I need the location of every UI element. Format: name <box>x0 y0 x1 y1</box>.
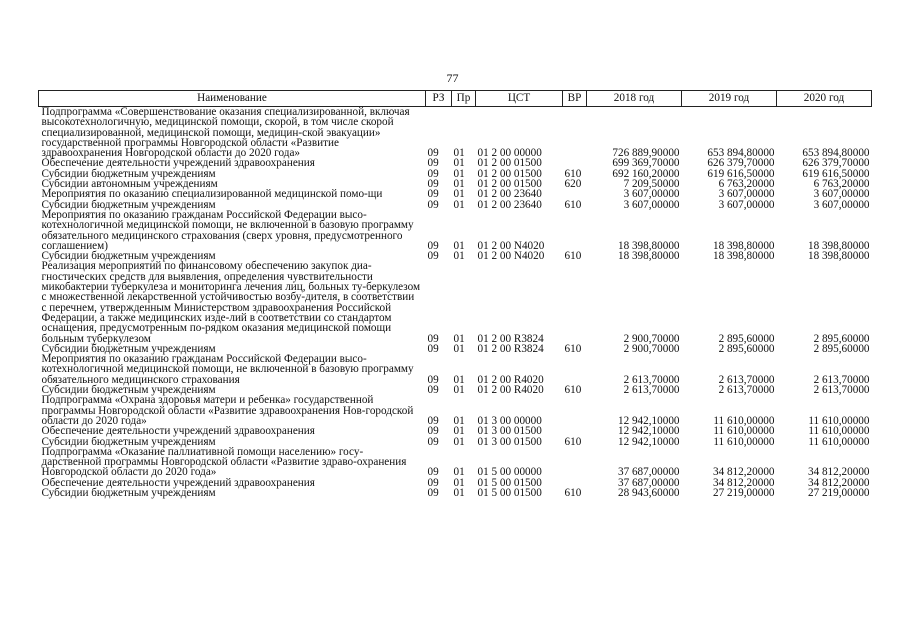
cell-vr <box>563 261 587 343</box>
cell-2019: 11 610,00000 <box>713 414 775 427</box>
header-pr: Пр <box>452 91 476 107</box>
cell-cst: 01 3 00 01500 <box>477 425 542 438</box>
cell-2018: 12 942,10000 <box>617 414 680 427</box>
table-row <box>39 488 872 498</box>
cell-2020: 619 616,50000 <box>802 167 870 180</box>
cell-rz: 09 <box>427 435 439 448</box>
cell-cst: 01 5 00 01500 <box>477 486 542 499</box>
cell-rz: 09 <box>427 147 439 160</box>
cell-cst: 01 2 00 01500 <box>477 167 542 180</box>
header-2020: 2020 год <box>777 91 872 107</box>
table-row <box>39 354 872 385</box>
cell-2020: 34 812,20000 <box>807 466 870 479</box>
cell-cst: 01 2 00 01500 <box>477 157 542 170</box>
cell-cst: 01 2 00 23640 <box>477 188 542 201</box>
cell-cst: 01 2 00 01500 <box>477 178 542 191</box>
cell-name: Субсидии бюджетным учреждениям <box>41 250 216 263</box>
cell-2018: 2 613,70000 <box>623 373 680 386</box>
cell-rz: 09 <box>427 466 439 479</box>
cell-vr: 610 <box>564 250 582 263</box>
header-2019: 2019 год <box>682 91 777 107</box>
budget-table <box>38 90 872 498</box>
cell-cst: 01 3 00 00000 <box>477 414 542 427</box>
cell-name: Субсидии бюджетным учреждениям <box>41 342 216 355</box>
cell-pr: 01 <box>453 384 465 397</box>
cell-2018: 2 900,70000 <box>623 332 680 345</box>
cell-name: Субсидии бюджетным учреждениям <box>41 198 216 211</box>
cell-2019: 653 894,80000 <box>707 147 775 160</box>
cell-pr: 01 <box>453 178 465 191</box>
cell-2020: 18 398,80000 <box>807 250 870 263</box>
cell-2020: 18 398,80000 <box>807 239 870 252</box>
table-body <box>39 107 872 499</box>
cell-2020: 34 812,20000 <box>807 476 870 489</box>
cell-vr: 610 <box>564 486 582 499</box>
cell-name: Обеспечение деятельности учреждений здравоохранения <box>41 157 315 170</box>
table-row <box>39 395 872 426</box>
cell-2019: 11 610,00000 <box>713 425 775 438</box>
cell-2019: 619 616,50000 <box>707 167 775 180</box>
table-row <box>39 447 872 478</box>
cell-rz: 09 <box>427 486 439 499</box>
cell-cst: 01 2 00 23640 <box>477 198 542 211</box>
cell-cst: 01 2 00 R3824 <box>477 332 544 345</box>
cell-name: Субсидии бюджетным учреждениям <box>41 486 216 499</box>
cell-pr: 01 <box>453 414 465 427</box>
cell-vr: 610 <box>564 435 582 448</box>
cell-2018: 12 942,10000 <box>617 425 680 438</box>
header-rz: РЗ <box>426 91 452 107</box>
cell-rz: 09 <box>427 188 439 201</box>
cell-2019: 27 219,00000 <box>712 486 775 499</box>
cell-2019: 3 607,00000 <box>718 188 775 201</box>
cell-2020: 653 894,80000 <box>802 147 870 160</box>
cell-vr <box>563 426 587 436</box>
cell-cst: 01 5 00 01500 <box>477 476 542 489</box>
table-row <box>39 210 872 251</box>
cell-rz: 09 <box>427 198 439 211</box>
cell-name: Субсидии бюджетным учреждениям <box>41 167 216 180</box>
header-2018: 2018 год <box>587 91 682 107</box>
table-row <box>39 426 872 436</box>
cell-2019: 626 379,70000 <box>707 157 775 170</box>
table-row <box>39 107 872 159</box>
cell-2019: 2 613,70000 <box>718 373 775 386</box>
cell-2019: 2 895,60000 <box>718 342 775 355</box>
cell-pr: 01 <box>453 425 465 438</box>
header-name: Наименование <box>39 91 426 107</box>
cell-2018: 28 943,60000 <box>617 486 680 499</box>
header-cst: ЦСТ <box>476 91 563 107</box>
cell-pr: 01 <box>453 250 465 263</box>
cell-name: Реализация мероприятий по финансовому обеспечению закупок диа-гностических средств для выявления, определения чувствительности микобактерии туберкулеза и мониторинга лечения лиц, больных ту-беркулезом с множественной лекарственной устойчивостью возбу-дителя, в соответствии с перечнем, утвержденным Министерством здравоохранения Российской Федерации, а также медицинских изде-лий в соответствии со стандартом оснащения, предусмотренным по-рядком оказания медицинской помощи больным туберкулезом <box>41 260 421 345</box>
cell-2020: 2 613,70000 <box>813 373 870 386</box>
cell-rz: 09 <box>427 373 439 386</box>
cell-rz: 09 <box>427 476 439 489</box>
cell-pr: 01 <box>453 332 465 345</box>
cell-2018: 726 889,90000 <box>612 147 680 160</box>
cell-name: Мероприятия по оказанию специализированной медицинской помо-щи <box>41 188 383 201</box>
cell-2019: 11 610,00000 <box>713 435 775 448</box>
table-header-row <box>39 91 872 107</box>
cell-name: Обеспечение деятельности учреждений здравоохранения <box>41 476 315 489</box>
cell-cst: 01 2 00 N4020 <box>477 239 545 252</box>
cell-rz: 09 <box>427 167 439 180</box>
cell-vr <box>563 395 587 426</box>
table-row <box>39 261 872 343</box>
cell-cst: 01 2 00 R4020 <box>477 373 544 386</box>
cell-vr <box>563 107 587 159</box>
cell-2020: 2 895,60000 <box>813 332 870 345</box>
cell-2018: 18 398,80000 <box>617 250 680 263</box>
cell-2018: 2 613,70000 <box>623 384 680 397</box>
cell-cst: 01 2 00 R4020 <box>477 384 544 397</box>
cell-pr: 01 <box>453 198 465 211</box>
cell-rz: 09 <box>427 342 439 355</box>
page-number: 77 <box>446 71 459 85</box>
cell-pr: 01 <box>453 435 465 448</box>
cell-cst: 01 2 00 N4020 <box>477 250 545 263</box>
cell-vr: 620 <box>564 178 582 191</box>
cell-2020: 11 610,00000 <box>808 435 870 448</box>
cell-2019: 2 613,70000 <box>718 384 775 397</box>
cell-name: Субсидии автономным учреждениям <box>41 178 218 191</box>
cell-name: Мероприятия по оказанию гражданам Российской Федерации высо-котехнологичной медицинской помощи, не включенной в базовую программу обязательного медицинского страхования <box>41 353 414 386</box>
cell-2018: 18 398,80000 <box>617 239 680 252</box>
cell-rz: 09 <box>427 425 439 438</box>
cell-2020: 3 607,00000 <box>813 198 870 211</box>
cell-vr <box>563 354 587 385</box>
cell-2020: 626 379,70000 <box>802 157 870 170</box>
cell-name: Подпрограмма «Оказание паллиативной помощи населению» госу-дарственной программы Новгородской области «Развитие здраво-охранения Новгородской области до 2020 года» <box>41 445 407 479</box>
cell-cst: 01 5 00 00000 <box>477 466 542 479</box>
cell-2019: 18 398,80000 <box>712 250 775 263</box>
cell-rz: 09 <box>427 239 439 252</box>
cell-2020: 3 607,00000 <box>813 188 870 201</box>
cell-name: Подпрограмма «Совершенствование оказания специализированной, включая высокотехнологичную, медицинской помощи, скорой, в том числе скорой специализированной, медицинской помощи, медицин-ской эвакуации» государственной программы Новгородской области «Развитие здравоохранения Новгородской области до 2020 года» <box>41 106 410 160</box>
cell-pr: 01 <box>453 373 465 386</box>
cell-2018: 699 369,70000 <box>612 157 680 170</box>
cell-2018: 3 607,00000 <box>623 188 680 201</box>
cell-rz: 09 <box>427 178 439 191</box>
cell-2018: 7 209,50000 <box>623 178 680 191</box>
cell-2018: 12 942,10000 <box>617 435 680 448</box>
cell-name: Субсидии бюджетным учреждениям <box>41 435 216 448</box>
cell-pr: 01 <box>453 147 465 160</box>
cell-rz: 09 <box>427 250 439 263</box>
header-vr: ВР <box>563 91 587 107</box>
cell-rz: 09 <box>427 414 439 427</box>
cell-pr: 01 <box>453 476 465 489</box>
cell-2020: 6 763,20000 <box>813 178 870 191</box>
cell-2019: 2 895,60000 <box>718 332 775 345</box>
cell-name: Субсидии бюджетным учреждениям <box>41 384 216 397</box>
cell-2018: 37 687,00000 <box>617 466 680 479</box>
cell-2019: 34 812,20000 <box>712 476 775 489</box>
cell-pr: 01 <box>453 239 465 252</box>
cell-pr: 01 <box>453 342 465 355</box>
cell-rz: 09 <box>427 157 439 170</box>
cell-pr: 01 <box>453 486 465 499</box>
cell-vr: 610 <box>564 167 582 180</box>
cell-pr: 01 <box>453 466 465 479</box>
cell-2020: 27 219,00000 <box>807 486 870 499</box>
cell-name: Подпрограмма «Охрана здоровья матери и ребенка» государственной программы Новгородской области «Развитие здравоохранения Нов-городской области до 2020 года» <box>41 394 414 427</box>
cell-rz: 09 <box>427 332 439 345</box>
cell-2019: 6 763,20000 <box>718 178 775 191</box>
cell-vr: 610 <box>564 384 582 397</box>
cell-2020: 11 610,00000 <box>808 414 870 427</box>
cell-2018: 2 900,70000 <box>623 342 680 355</box>
cell-2019: 3 607,00000 <box>718 198 775 211</box>
cell-name: Обеспечение деятельности учреждений здравоохранения <box>41 425 315 438</box>
cell-2018: 692 160,20000 <box>612 167 680 180</box>
cell-2020: 2 613,70000 <box>813 384 870 397</box>
cell-vr: 610 <box>564 198 582 211</box>
cell-name: Мероприятия по оказанию гражданам Российской Федерации высо-котехнологичной медицинской помощи, не включенной в базовую программу обязательного медицинского страхования (сверх уровня, предусмотренного соглашением) <box>41 208 414 252</box>
cell-pr: 01 <box>453 157 465 170</box>
cell-vr: 610 <box>564 342 582 355</box>
cell-2019: 34 812,20000 <box>712 466 775 479</box>
cell-2019: 18 398,80000 <box>712 239 775 252</box>
cell-cst: 01 3 00 01500 <box>477 435 542 448</box>
cell-2018: 3 607,00000 <box>623 198 680 211</box>
cell-rz: 09 <box>427 384 439 397</box>
cell-vr <box>563 447 587 478</box>
cell-cst: 01 2 00 R3824 <box>477 342 544 355</box>
cell-2020: 11 610,00000 <box>808 425 870 438</box>
cell-2020: 2 895,60000 <box>813 342 870 355</box>
cell-cst: 01 2 00 00000 <box>477 147 542 160</box>
cell-pr: 01 <box>453 167 465 180</box>
cell-pr: 01 <box>453 188 465 201</box>
cell-vr <box>563 210 587 251</box>
cell-2018: 37 687,00000 <box>617 476 680 489</box>
